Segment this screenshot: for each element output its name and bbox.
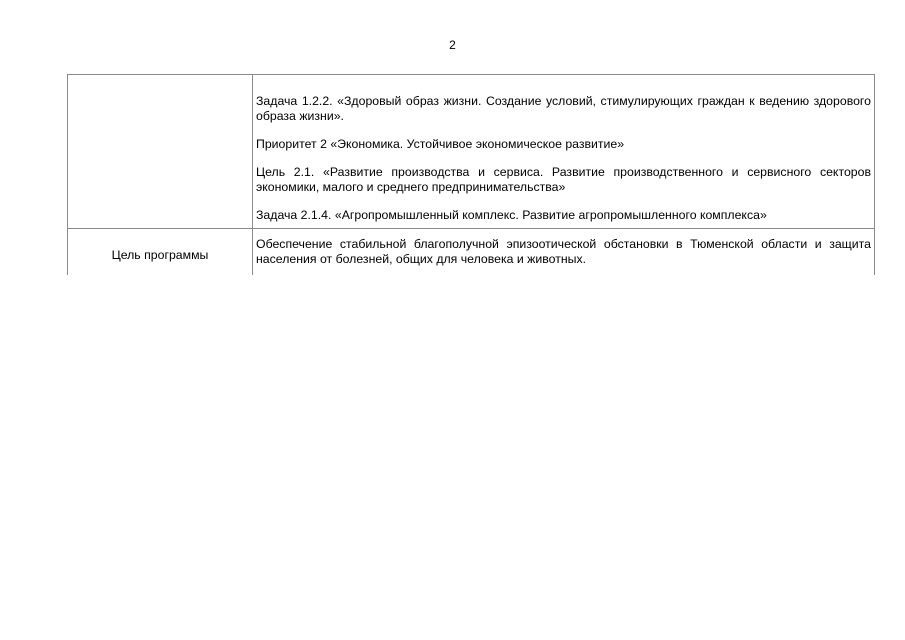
- table-row: [68, 229, 875, 276]
- table-row: [68, 75, 875, 229]
- task-1-2-2-text: Задача 1.2.2. «Здоровый образ жизни. Создание условий, стимулирующих граждан к ведению здорового образа жизни».: [256, 94, 871, 123]
- priority-2-text: Приоритет 2 «Экономика. Устойчивое экономическое развитие»: [256, 137, 625, 151]
- row-label-cell: [68, 75, 253, 229]
- goal-2-1-text: Цель 2.1. «Развитие производства и сервиса. Развитие производственного и сервисного секторов экономики, малого и среднего предпринимательства»: [256, 165, 871, 194]
- program-goal-text: Обеспечение стабильной благополучной эпизоотической обстановки в Тюменской области и защита населения от болезней, общих для человека и животных.: [256, 237, 871, 266]
- page-number: 2: [449, 38, 456, 52]
- program-passport-table: [67, 74, 875, 275]
- row-content-cell: [253, 229, 875, 276]
- task-2-1-4-text: Задача 2.1.4. «Агропромышленный комплекс. Развитие агропромышленного комплекса»: [256, 208, 767, 222]
- row-content-cell: [253, 75, 875, 229]
- row-label-cell: [68, 229, 253, 276]
- program-goal-label: Цель программы: [111, 247, 209, 262]
